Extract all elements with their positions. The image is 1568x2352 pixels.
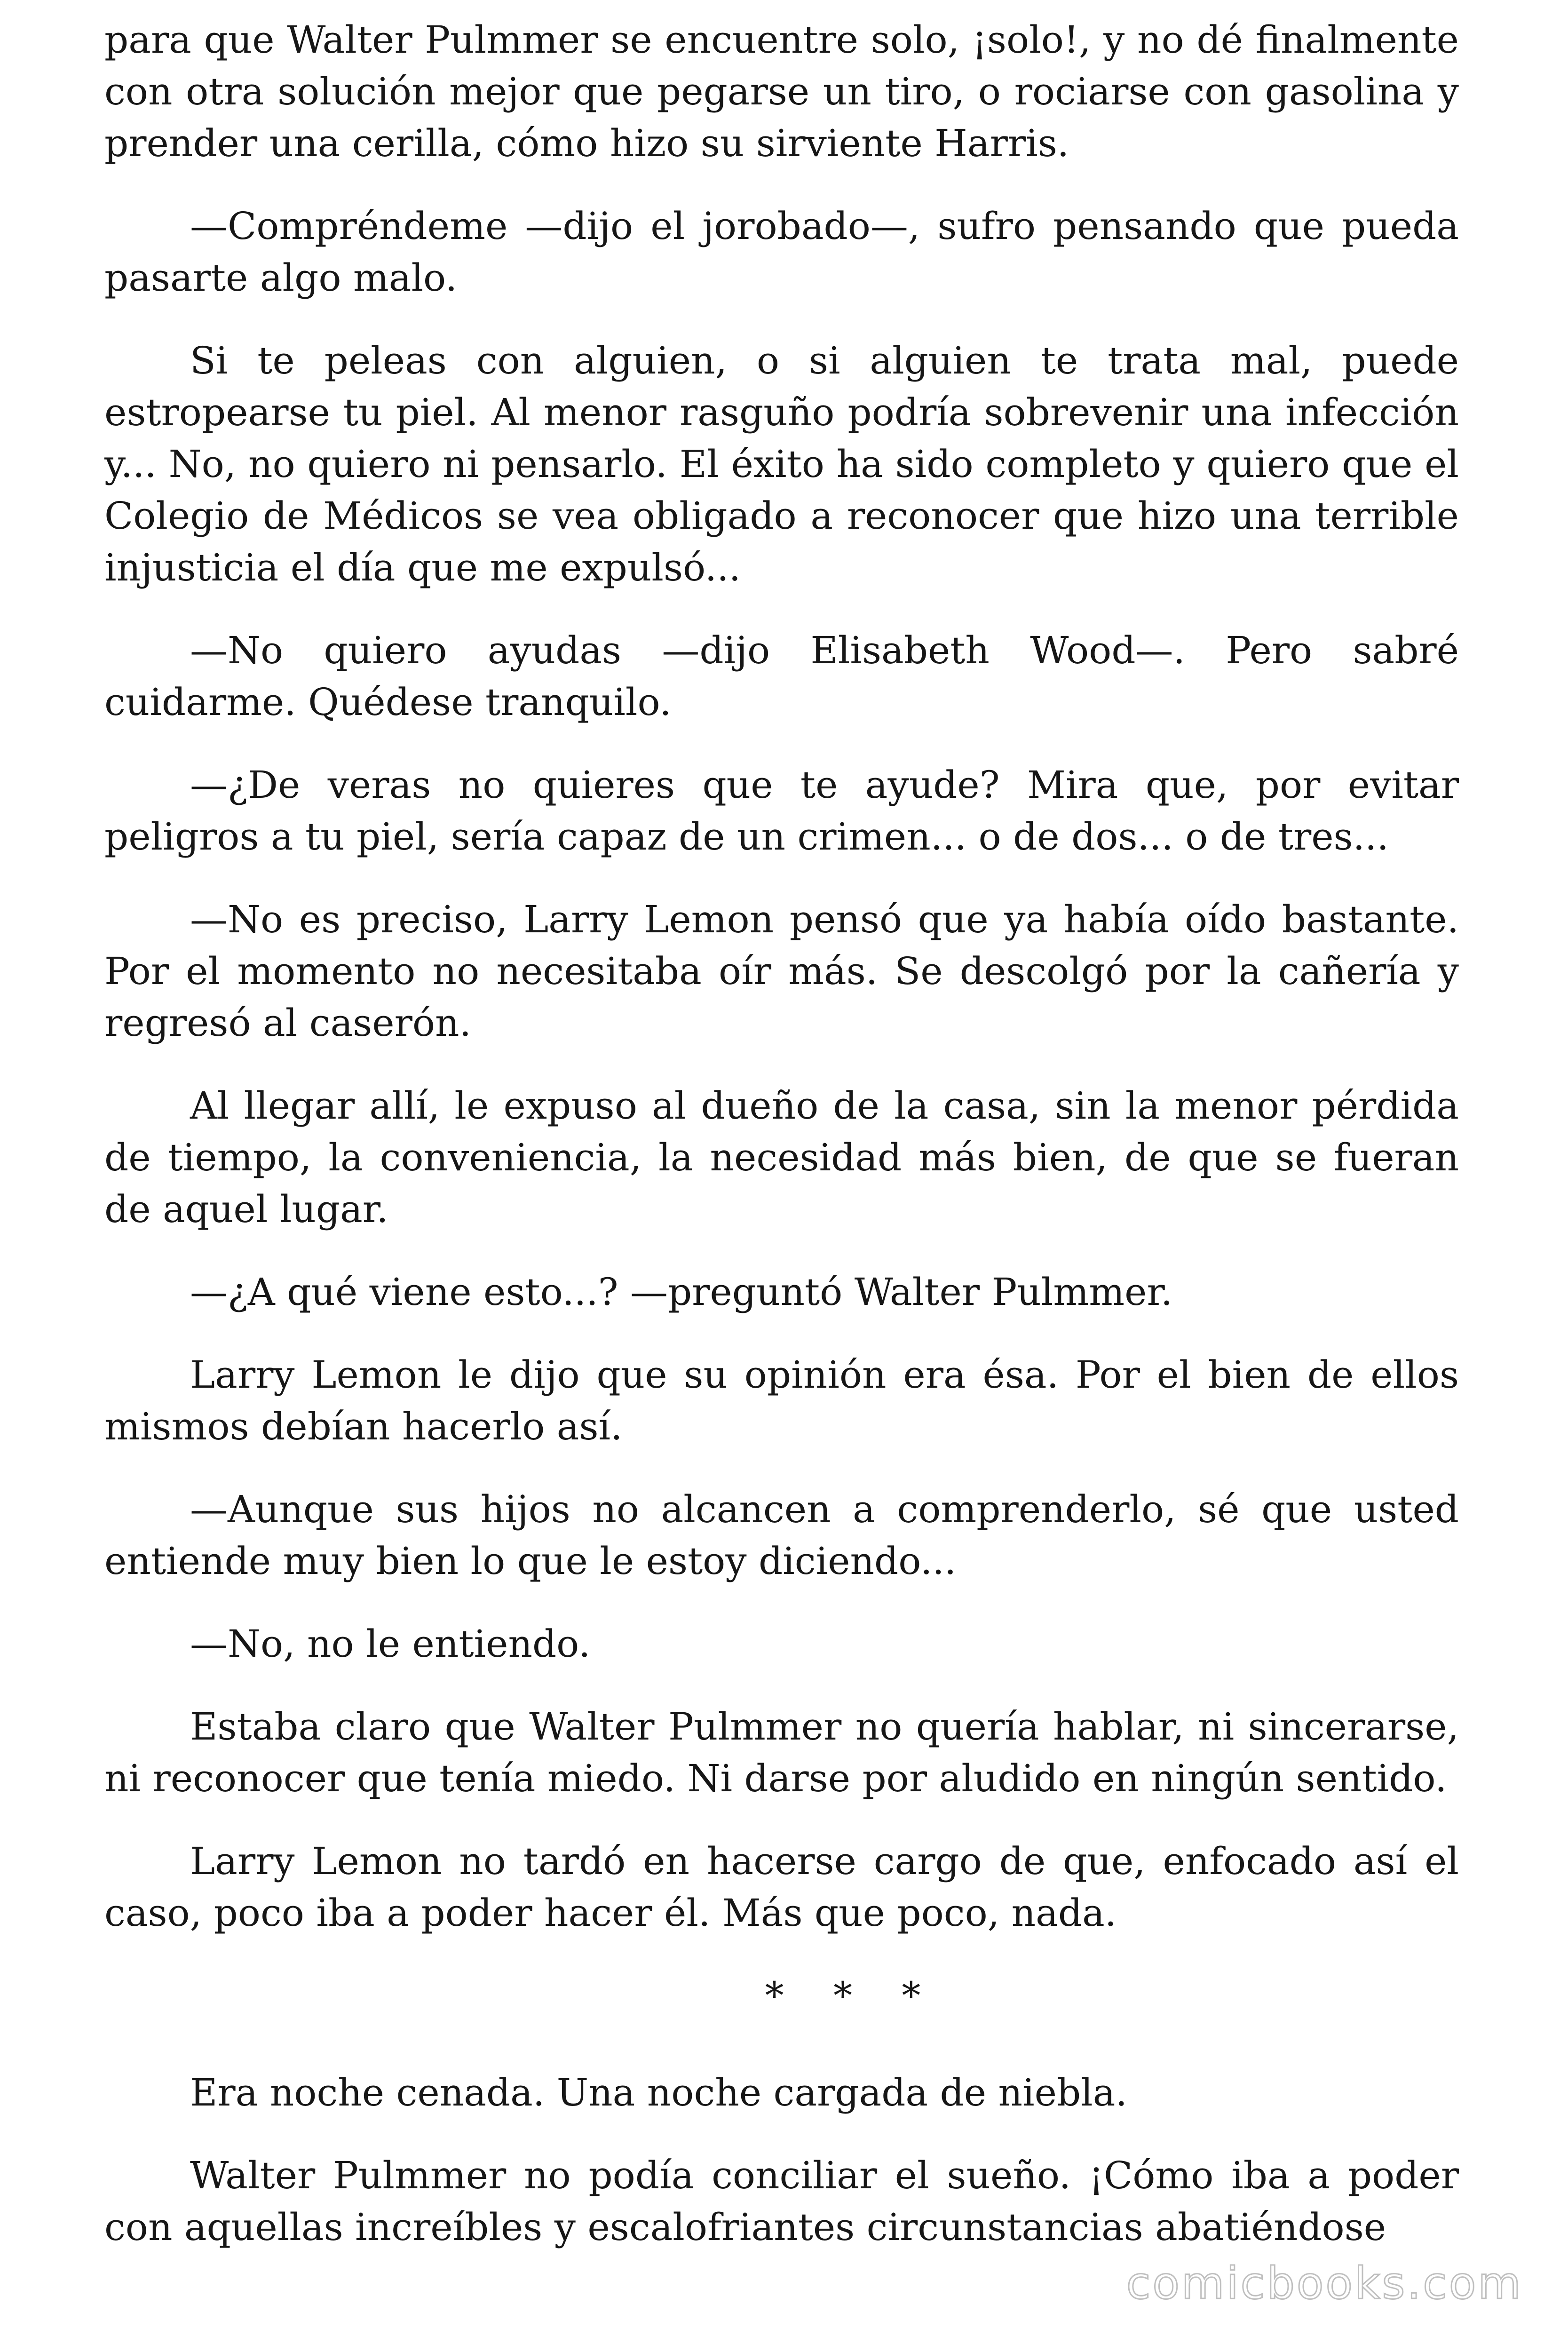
- paragraph-truncated: Walter Pulmmer no podía conciliar el sueño. ¡Cómo iba a poder con aquellas increíbles y escalofriantes circunstancias abatiéndose: [104, 2153, 1459, 2249]
- paragraph: —No quiero ayudas —dijo Elisabeth Wood—. Pero sabré cuidarme. Quédese tranquilo.: [104, 628, 1459, 724]
- paragraph: —Aunque sus hijos no alcancen a comprenderlo, sé que usted entiende muy bien lo que le estoy diciendo...: [104, 1487, 1459, 1583]
- paragraph: Larry Lemon le dijo que su opinión era ésa. Por el bien de ellos mismos debían hacerlo así.: [104, 1353, 1459, 1448]
- paragraph: Larry Lemon no tardó en hacerse cargo de que, enfocado así el caso, poco iba a poder hacer él. Más que poco, nada.: [104, 1839, 1459, 1935]
- page-text: [104, 14, 1459, 2284]
- paragraph-continued: para que Walter Pulmmer se encuentre solo, ¡solo!, y no dé finalmente con otra solución mejor que pegarse un tiro, o rociarse con gasolina y prender una cerilla, cómo hizo su sirviente Harris.: [104, 18, 1459, 165]
- section-separator: * * *: [765, 1974, 940, 2018]
- paragraph: Era noche cenada. Una noche cargada de niebla.: [190, 2071, 1127, 2114]
- paragraph: Al llegar allí, le expuso al dueño de la casa, sin la menor pérdida de tiempo, la conveniencia, la necesidad más bien, de que se fueran de aquel lugar.: [104, 1084, 1459, 1231]
- paragraph: —No, no le entiendo.: [190, 1622, 591, 1666]
- watermark-logo: comicbooks.com: [1126, 2258, 1523, 2309]
- paragraph: —Compréndeme —dijo el jorobado—, sufro pensando que pueda pasarte algo malo.: [104, 204, 1459, 300]
- paragraph: —¿De veras no quieres que te ayude? Mira que, por evitar peligros a tu piel, sería capaz de un crimen... o de dos... o de tres...: [104, 763, 1459, 858]
- paragraph: —¿A qué viene esto...? —preguntó Walter Pulmmer.: [190, 1270, 1173, 1314]
- paragraph: Estaba claro que Walter Pulmmer no quería hablar, ni sincerarse, ni reconocer que tenía miedo. Ni darse por aludido en ningún sentido.: [104, 1705, 1459, 1800]
- paragraph: —No es preciso, Larry Lemon pensó que ya había oído bastante. Por el momento no necesitaba oír más. Se descolgó por la cañería y regresó al caserón.: [104, 898, 1459, 1045]
- paragraph: Si te peleas con alguien, o si alguien te trata mal, puede estropearse tu piel. Al menor rasguño podría sobrevenir una infección y... No, no quiero ni pensarlo. El éxito ha sido completo y quiero que el Colegio de Médicos se vea obligado a reconocer que hizo una terrible injusticia el día que me expulsó...: [104, 339, 1459, 589]
